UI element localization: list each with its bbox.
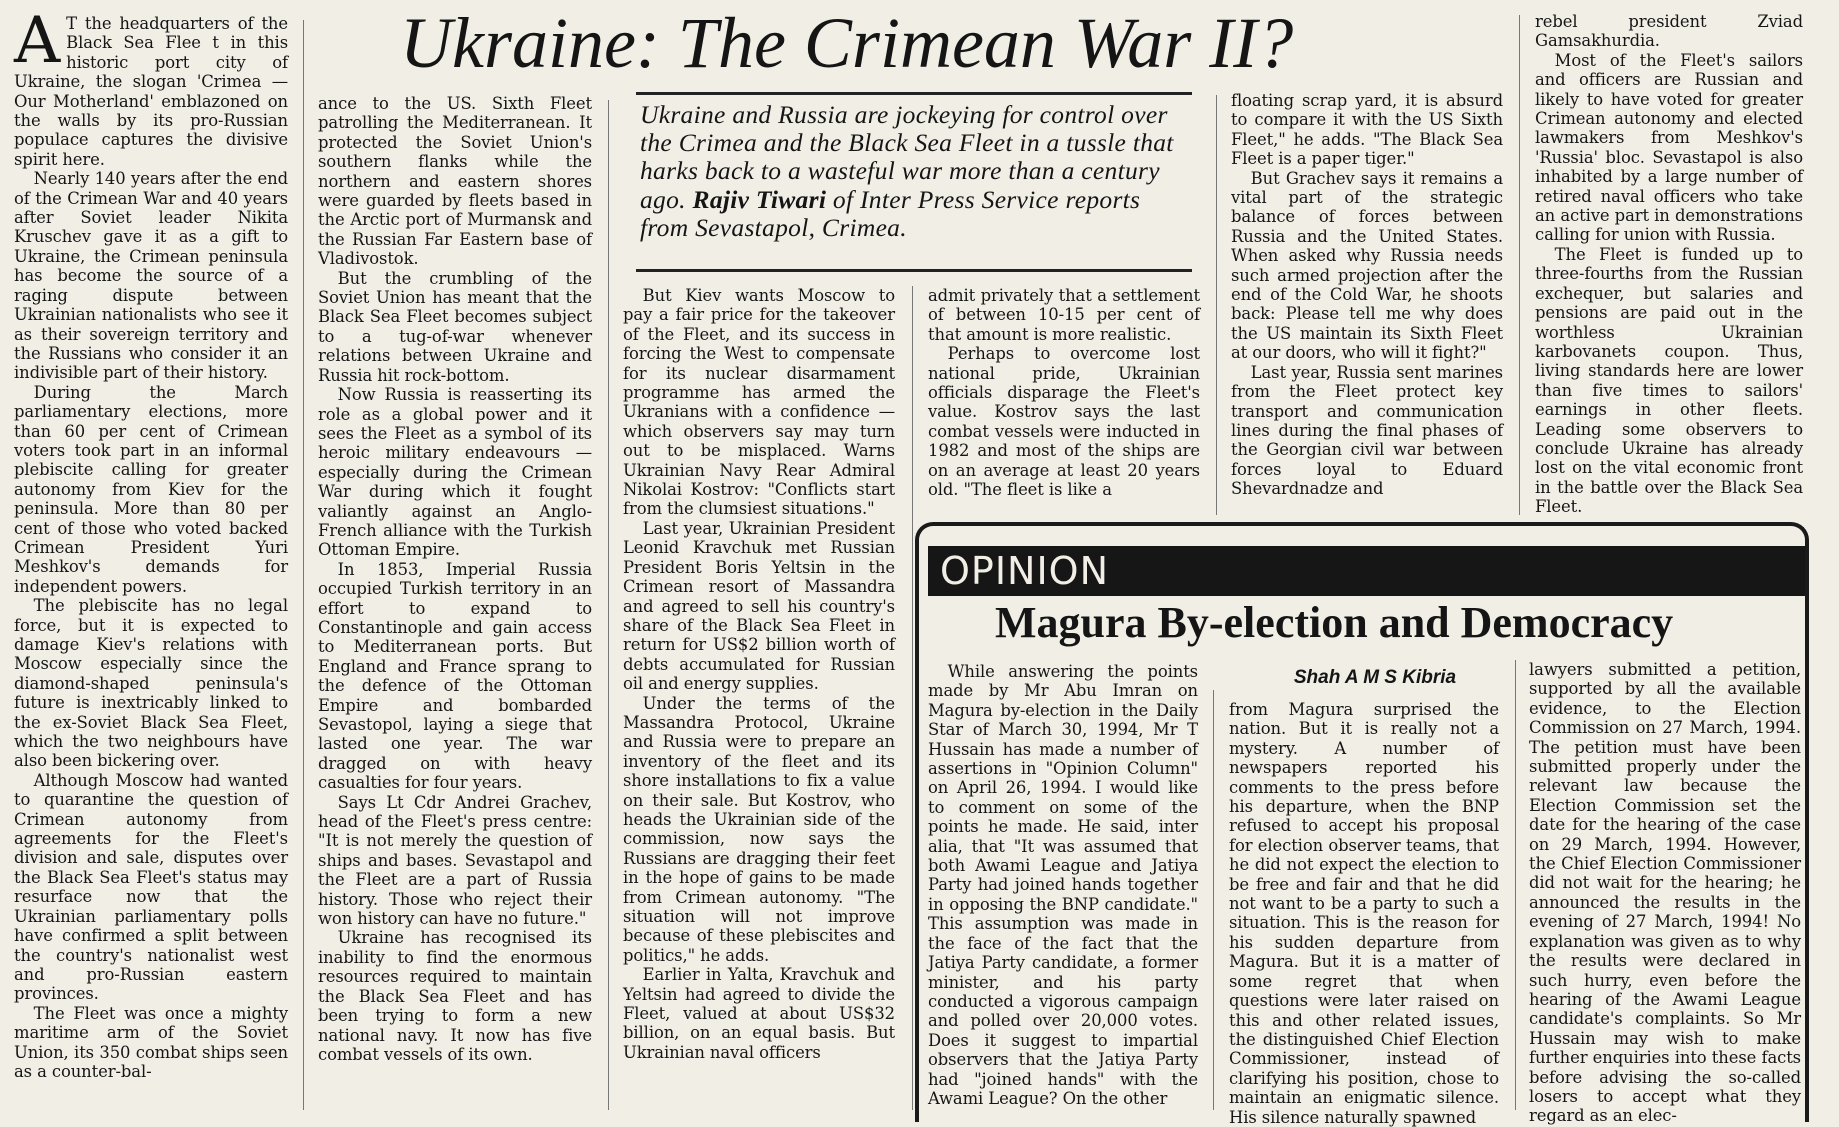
paragraph: admit privately that a settlement of between 10-15 per cent of that amount is more realistic. — [928, 286, 1200, 344]
column-rule — [608, 100, 609, 1110]
paragraph: But Grachev says it remains a vital part of the strategic balance of forces between Russia and the United States. When asked why Russia needs such armed projection after the end of the Cold War, he shoots back: Please tell me why does the US maintain its Sixth Fleet at our doors, who will it fight?" — [1231, 168, 1503, 363]
paragraph: Last year, Ukrainian President Leonid Kravchuk met Russian President Boris Yeltsin in the Crimean resort of Massandra and agreed to sell his country's share of the Black Sea Fleet in return for US$2 billion worth of debts accumulated for Russian oil and energy supplies. — [623, 518, 895, 694]
paragraph: Under the terms of the Massandra Protocol, Ukraine and Russia were to prepare an inventory of the fleet and its shore installations to fix a value on their sale. But Kostrov, who heads the Ukrainian side of the commission, now says the Russians are dragging their feet in the hope of gains to be made from Crimean autonomy. "The situation will not improve because of these plebiscites and politics," he adds. — [623, 693, 895, 965]
article-column-2 — [318, 94, 592, 1112]
paragraph: Says Lt Cdr Andrei Grachev, head of the Fleet's press centre: "It is not merely the question of ships and bases. Sevastapol and the Fleet are a part of Russia history. Those who reject their won history can have no future." — [318, 792, 592, 929]
paragraph: But the crumbling of the Soviet Union has meant that the Black Sea Fleet becomes subject to a tug-of-war whenever relations between Ukraine and Russia hit rock-bottom. — [318, 268, 592, 385]
paragraph: lawyers submitted a petition, supported by all the available evidence, to the Election Commission on 27 March, 1994. The petition must have been submitted properly under the relevant law because the Election Commission set the date for the hearing of the case on 29 March, 1994. However, the Chief Election Commissioner did not wait for the hearing; he announced the results in the evening of 27 March, 1994! No explanation was given as to why the results were declared in such hurry, even before the hearing of the Awami League candidate's complaints. So Mr Hussain may wish to make further enquiries into these facts before advising the so-called losers to accept what they regard as an elec- — [1529, 660, 1801, 1126]
paragraph: During the March parliamentary elections, more than 60 per cent of Crimean voters took part in an informal plebiscite calling for greater autonomy from Kiev for the peninsula. More than 80 per cent of those who voted backed Crimean President Yuri Meshkov's demands for independent powers. — [14, 382, 288, 596]
article-byline: Rajiv Tiwari — [692, 184, 827, 214]
column-rule — [1216, 95, 1217, 515]
opinion-column-1 — [928, 662, 1198, 1112]
deck-text: Ukraine and Russia are jockeying for control over the Crimea and the Black Sea Fleet in a tussle that harks back to a wasteful war more than a century ago. — [640, 100, 1174, 214]
paragraph: T the headquarters of the Black Sea Flee t in this historic port city of Ukraine, the slogan 'Crimea — Our Motherland' emblazoned on the walls by its pro-Russian populace captures the divisive spirit here. — [14, 14, 288, 169]
paragraph: Now Russia is reasserting its role as a global power and it sees the Fleet as a symbol of its heroic military endeavours — especially during the Crimean War during which it fought valiantly against an Anglo-French alliance with the Turkish Ottoman Empire. — [318, 385, 592, 560]
drop-cap: A — [14, 4, 61, 78]
article-column-6 — [1535, 12, 1803, 520]
paragraph: Most of the Fleet's sailors and officers are Russian and likely to have voted for greater Crimean autonomy and elected lawmakers from Meshkov's 'Russia' bloc. Sevastapol is also inhabited by a large number of retired naval officers who take an active part in demonstrations calling for union with Russia. — [1535, 50, 1803, 245]
paragraph: ance to the US. Sixth Fleet patrolling the Mediterranean. It protected the Soviet Union's southern flanks while the northern and eastern shores were guarded by fleets based in the Arctic port of Murmansk and the Russian Far Eastern base of Vladivostok. — [318, 94, 592, 269]
paragraph: Perhaps to overcome lost national pride, Ukrainian officials disparage the Fleet's value. Kostrov says the last combat vessels were inducted in 1982 and most of the ships are on an average at least 20 years old. "The fleet is like a — [928, 344, 1200, 500]
paragraph: from Magura surprised the nation. But it is really not a mystery. A number of newspapers reported his comments to the press before his departure, when the BNP refused to accept his proposal for election observer teams, that he did not expect the election to be free and fair and that he did not want to be a party to such a situation. This is the reason for his sudden departure from Magura. But it is a matter of some regret that when questions were later raised on this and other related issues, the distinguished Chief Election Commissioner, instead of clarifying his position, chose to maintain an enigmatic silence. His silence naturally spawned — [1229, 700, 1499, 1127]
paragraph: In 1853, Imperial Russia occupied Turkish territory in an effort to expand to Constantinople and gain access to Mediterranean ports. But England and France sprang to the defence of the Ottoman Empire and bombarded Sevastopol, laying a siege that lasted one year. The war dragged on with heavy casualties for four years. — [318, 559, 592, 793]
paragraph: Ukraine has recognised its inability to find the enormous resources required to maintain the Black Sea Fleet and has been trying to form a new national navy. It now has five combat vessels of its own. — [318, 928, 592, 1064]
article-column-1 — [14, 4, 288, 1112]
paragraph: Earlier in Yalta, Kravchuk and Yeltsin had agreed to divide the Fleet, valued at about US$32 billion, on an equal basis. But Ukrainian naval officers — [623, 965, 895, 1062]
paragraph: Nearly 140 years after the end of the Crimean War and 40 years after Soviet leader Nikita Kruschev gave it as a gift to Ukraine, the Crimean peninsula has become the source of a raging dispute between Ukrainian nationalists who see it as their sovereign territory and the Russians who consider it an indivisible part of their history. — [14, 169, 288, 383]
article-column-5 — [1231, 91, 1503, 520]
paragraph: But Kiev wants Moscow to pay a fair price for the takeover of the Fleet, and its success in forcing the West to compensate for its nuclear disarmament programme has armed the Ukranians with a confidence — which observers say may turn out to be misplaced. Warns Ukrainian Navy Rear Admiral Nikolai Kostrov: "Conflicts start from the clumsiest situations." — [623, 286, 895, 519]
opinion-title: Magura By-election and Democracy — [995, 598, 1674, 647]
article-column-3 — [623, 286, 895, 1112]
opinion-author: Shah A M S Kibria — [1293, 667, 1457, 688]
paragraph: The Fleet is funded up to three-fourths from the Russian exchequer, but salaries and pensions are paid out in the worthless Ukrainian karbovanets coupon. Thus, living standards here are lower than five times to sailors' earnings in other fleets. Leading some observers to conclude Ukraine has already lost on the vital economic front in the battle over the Black Sea Fleet. — [1535, 244, 1803, 517]
column-rule — [303, 20, 304, 1110]
opinion-column-2 — [1229, 700, 1499, 1127]
paragraph: floating scrap yard, it is absurd to compare it with the US Sixth Fleet," he adds. "The Black Sea Fleet is a paper tiger." — [1231, 91, 1503, 169]
article-column-4 — [928, 286, 1200, 520]
paragraph: The Fleet was once a mighty maritime arm of the Soviet Union, its 350 combat ships seen as a counter-bal- — [14, 1003, 288, 1081]
byline-suffix: of Inter Press Service reports from Sevastapol, Crimea. — [640, 184, 1141, 242]
paragraph: Although Moscow had wanted to quarantine the question of Crimean autonomy from agreements for the Fleet's division and sale, disputes over the Black Sea Fleet's status may resurface now that the Ukrainian parliamentary polls have confirmed a split between the country's nationalist west and pro-Russian eastern provinces. — [14, 770, 288, 1004]
paragraph: Last year, Russia sent marines from the Fleet protect key transport and communication lines during the final phases of the Georgian civil war between forces loyal to Eduard Shevardnadze and — [1231, 362, 1503, 499]
column-rule — [1519, 15, 1520, 515]
paragraph: rebel president Zviad Gamsakhurdia. — [1535, 12, 1803, 51]
paragraph: The plebiscite has no legal force, but it is expected to damage Kiev's relations with Moscow especially since the diamond-shaped peninsula's future is inextricably linked to the ex-Soviet Black Sea Fleet, which the two neighbours have also been bickering over. — [14, 596, 288, 771]
paragraph: While answering the points made by Mr Abu Imran on Magura by-election in the Daily Star of March 30, 1994, Mr T Hussain has made a number of assertions in "Opinion Column" on April 26, 1994. I would like to comment on some of the points he made. He said, inter alia, that "It was assumed that both Awami League and Jatiya Party had joined hands together in opposing the BNP candidate." This assumption was made in the face of the fact that the Jatiya Party candidate, a former minister, and his party conducted a vigorous campaign and polled over 20,000 votes. Does it suggest to impartial observers that the Jatiya Party had "joined hands" with the Awami League? On the other — [928, 662, 1198, 1108]
article-headline: Ukraine: The Crimean War II? — [400, 3, 1294, 83]
opinion-column-3 — [1529, 660, 1801, 1126]
article-deck — [636, 92, 1192, 272]
opinion-label: OPINION — [940, 549, 1110, 593]
column-rule — [912, 286, 913, 1110]
